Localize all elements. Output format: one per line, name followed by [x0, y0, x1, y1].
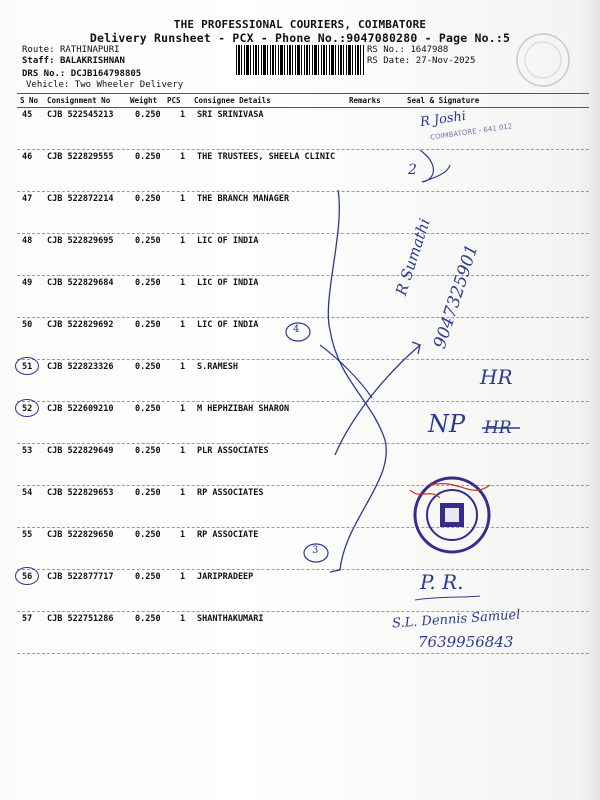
row-consignee: RP ASSOCIATES — [197, 488, 264, 498]
row-pcs: 1 — [180, 194, 186, 204]
row-consignment-no: CJB 522829650 — [47, 530, 114, 540]
row-consignment-no: CJB 522829684 — [47, 278, 114, 288]
col-seal-signature: Seal & Signature — [407, 96, 480, 105]
lic-seal-stamp — [415, 478, 489, 552]
row-sno: 56 — [22, 572, 33, 582]
drs-value: DCJB164798805 — [70, 69, 142, 79]
row-pcs: 1 — [180, 614, 186, 624]
row-pcs: 1 — [180, 320, 186, 330]
route-label: Route: — [22, 45, 55, 55]
runsheet-subtitle: Delivery Runsheet - PCX - Phone No.:9047080280 - Page No.:5 — [89, 31, 511, 45]
vertical-name: R Sumathi — [392, 216, 434, 298]
row-weight: 0.250 — [135, 278, 161, 288]
row-consignment-no: CJB 522829692 — [47, 320, 114, 330]
row-consignment-no: CJB 522872214 — [47, 194, 114, 204]
staff-value: BALAKRISHNAN — [59, 56, 125, 66]
row-consignment-no: CJB 522829695 — [47, 236, 114, 246]
row-sno: 46 — [22, 152, 33, 162]
vehicle-label: Vehicle: — [26, 80, 70, 90]
row-pcs: 1 — [180, 278, 186, 288]
row-weight: 0.250 — [135, 488, 161, 498]
row-consignee: PLR ASSOCIATES — [197, 446, 269, 456]
marker-4: 4 — [293, 324, 300, 335]
marker-3: 3 — [312, 545, 319, 556]
rs-date-label: RS Date: — [367, 56, 411, 66]
dennis-phone: 7639956843 — [418, 633, 514, 651]
row-consignee: LIC OF INDIA — [197, 236, 259, 246]
row-weight: 0.250 — [135, 362, 161, 372]
row46-scribble — [420, 150, 450, 182]
company-title: THE PROFESSIONAL COURIERS, COIMBATORE — [173, 18, 427, 31]
row-pcs: 1 — [180, 488, 186, 498]
row-pcs: 1 — [180, 152, 186, 162]
row-sno: 53 — [22, 446, 33, 456]
row-weight: 0.250 — [135, 320, 161, 330]
np-mark: NP — [428, 410, 466, 438]
row-consignee: LIC OF INDIA — [197, 320, 259, 330]
cross-line-2 — [320, 345, 372, 398]
row-sno: 55 — [22, 530, 33, 540]
route-value: RATHINAPURI — [59, 45, 120, 55]
row-consignee: S.RAMESH — [197, 362, 238, 372]
row-consignment-no: CJB 522829555 — [47, 152, 114, 162]
row-pcs: 1 — [180, 110, 186, 120]
rs-no-value: 1647988 — [410, 45, 449, 55]
row45-stamp-text: COIMBATORE - 641 012 — [429, 122, 513, 142]
row-pcs: 1 — [180, 362, 186, 372]
row-consignee: M HEPHZIBAH SHARON — [197, 404, 290, 414]
pr-underline — [415, 596, 480, 600]
row-consignee: LIC OF INDIA — [197, 278, 259, 288]
row-weight: 0.250 — [135, 194, 161, 204]
vehicle-value: Two Wheeler Delivery — [74, 80, 184, 90]
row-consignment-no: CJB 522823326 — [47, 362, 114, 372]
row-sno: 52 — [22, 404, 33, 414]
row-consignee: THE BRANCH MANAGER — [197, 194, 290, 204]
row-weight: 0.250 — [135, 446, 161, 456]
row-consignment-no: CJB 522609210 — [47, 404, 114, 414]
row-consignment-no: CJB 522877717 — [47, 572, 114, 582]
row-sno: 48 — [22, 236, 33, 246]
col-pcs: PCS — [167, 96, 181, 105]
row-sno: 57 — [22, 614, 33, 624]
row-consignee: JARIPRADEEP — [197, 572, 254, 582]
cross-line-1 — [328, 190, 386, 572]
row-weight: 0.250 — [135, 572, 161, 582]
vertical-phone: 9047325901 — [430, 242, 483, 352]
row-pcs: 1 — [180, 404, 186, 414]
row-consignment-no: CJB 522751286 — [47, 614, 114, 624]
row45-signature: R Joshi — [419, 108, 467, 131]
row-sno: 50 — [22, 320, 33, 330]
hr-mark-1: HR — [480, 365, 513, 389]
pr-signature: P. R. — [420, 570, 464, 594]
col-remarks: Remarks — [349, 96, 381, 105]
hr-mark-2: HR — [484, 418, 512, 438]
row-sno: 51 — [22, 362, 33, 372]
row-pcs: 1 — [180, 236, 186, 246]
row-weight: 0.250 — [135, 110, 161, 120]
staff-label: Staff: — [22, 56, 55, 66]
row-weight: 0.250 — [135, 236, 161, 246]
row-sno: 45 — [22, 110, 33, 120]
row-weight: 0.250 — [135, 404, 161, 414]
dennis-name: S.L. Dennis Samuel — [391, 607, 521, 632]
drs-label: DRS No.: — [22, 69, 66, 79]
row-consignee: SHANTHAKUMARI — [197, 614, 264, 624]
row-weight: 0.250 — [135, 530, 161, 540]
rs-date-value: 27-Nov-2025 — [415, 56, 476, 66]
row-consignment-no: CJB 522829653 — [47, 488, 114, 498]
row-pcs: 1 — [180, 530, 186, 540]
row-consignee: RP ASSOCIATE — [197, 530, 259, 540]
col-sno: S No — [20, 96, 39, 105]
cross-arrow — [335, 342, 420, 455]
col-weight: Weight — [130, 96, 158, 105]
row-consignee: THE TRUSTEES, SHEELA CLINIC — [197, 152, 336, 162]
row-consignment-no: CJB 522829649 — [47, 446, 114, 456]
row-sno: 47 — [22, 194, 33, 204]
rs-no-label: RS No.: — [367, 45, 405, 55]
row-weight: 0.250 — [135, 152, 161, 162]
row-sno: 54 — [22, 488, 33, 498]
row-pcs: 1 — [180, 446, 186, 456]
row-sno: 49 — [22, 278, 33, 288]
row-consignee: SRI SRINIVASA — [197, 110, 264, 120]
col-consignee: Consignee Details — [194, 96, 271, 105]
row-consignment-no: CJB 522545213 — [47, 110, 114, 120]
col-consignment: Consignment No — [47, 96, 111, 105]
row46-mark: 2 — [408, 162, 417, 178]
row-weight: 0.250 — [135, 614, 161, 624]
row-pcs: 1 — [180, 572, 186, 582]
